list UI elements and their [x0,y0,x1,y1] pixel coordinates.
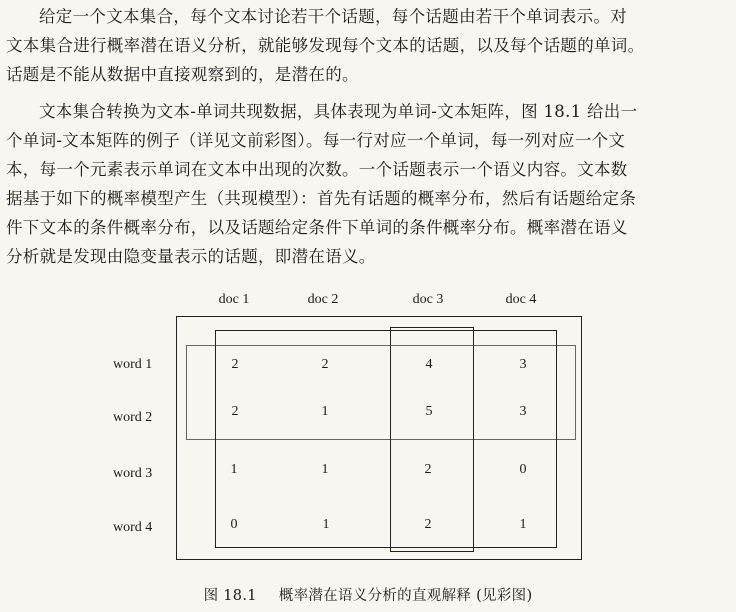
matrix-cell: 1 [519,517,527,532]
figure-caption-text: 概率潜在语义分析的直观解释 (见彩图) [278,588,533,604]
paragraph-line: 分析就是发现由隐变量表示的话题，即潜在语义。 [6,247,376,266]
paragraph-line: 给定一个文本集合，每个文本讨论若干个话题，每个话题由若干个单词表示。对 [39,7,627,26]
paragraph-line: 件下文本的条件概率分布，以及话题给定条件下单词的条件概率分布。概率潜在语义 [6,218,628,237]
paragraph-line: 据基于如下的概率模型产生（共现模型）：首先有话题的概率分布，然后有话题给定条 [6,189,637,208]
matrix-cell: 4 [425,357,433,372]
matrix-cell: 2 [231,404,239,419]
matrix-cell: 1 [322,517,330,532]
figure-caption [0,584,736,605]
matrix-cell: 1 [230,462,238,477]
paragraph-line: 文本集合进行概率潜在语义分析，就能够发现每个文本的话题，以及每个话题的单词。 [6,36,645,55]
paragraph-1 [6,2,726,89]
paragraph-line: 本，每一个元素表示单词在文本中出现的次数。一个话题表示一个语义内容。文本数 [6,160,628,179]
matrix-frame [176,316,582,560]
figure-caption-number: 图 18.1 [203,588,257,604]
matrix-cell: 3 [519,357,527,372]
document-group-box [215,330,557,548]
paragraph-line: 话题是不能从数据中直接观察到的，是潜在的。 [6,65,359,84]
column-header-doc-1: doc 1 [218,292,250,307]
row-label-word-3: word 3 [113,466,153,481]
matrix-cell: 1 [321,462,329,477]
matrix-cell: 2 [321,357,329,372]
matrix-cell: 2 [231,357,239,372]
matrix-cell: 1 [321,404,329,419]
column-header-doc-4: doc 4 [505,292,537,307]
row-label-word-1: word 1 [113,357,153,372]
matrix-cell: 0 [519,462,527,477]
word-group-box [186,345,576,440]
matrix-cell: 3 [519,404,527,419]
matrix-cell: 0 [230,517,238,532]
paragraph-2 [6,97,726,271]
matrix-cell: 2 [424,517,432,532]
document-column-box [390,327,474,552]
column-header-doc-3: doc 3 [412,292,444,307]
paragraph-line: 个单词-文本矩阵的例子（详见文前彩图）。每一行对应一个单词，每一列对应一个文 [6,131,626,150]
row-label-word-4: word 4 [113,520,153,535]
paragraph-line: 文本集合转换为文本-单词共现数据，具体表现为单词-文本矩阵，图 18.1 给出一 [39,102,638,121]
matrix-cell: 5 [425,404,433,419]
matrix-cell: 2 [424,462,432,477]
row-label-word-2: word 2 [113,410,153,425]
column-header-doc-2: doc 2 [307,292,339,307]
